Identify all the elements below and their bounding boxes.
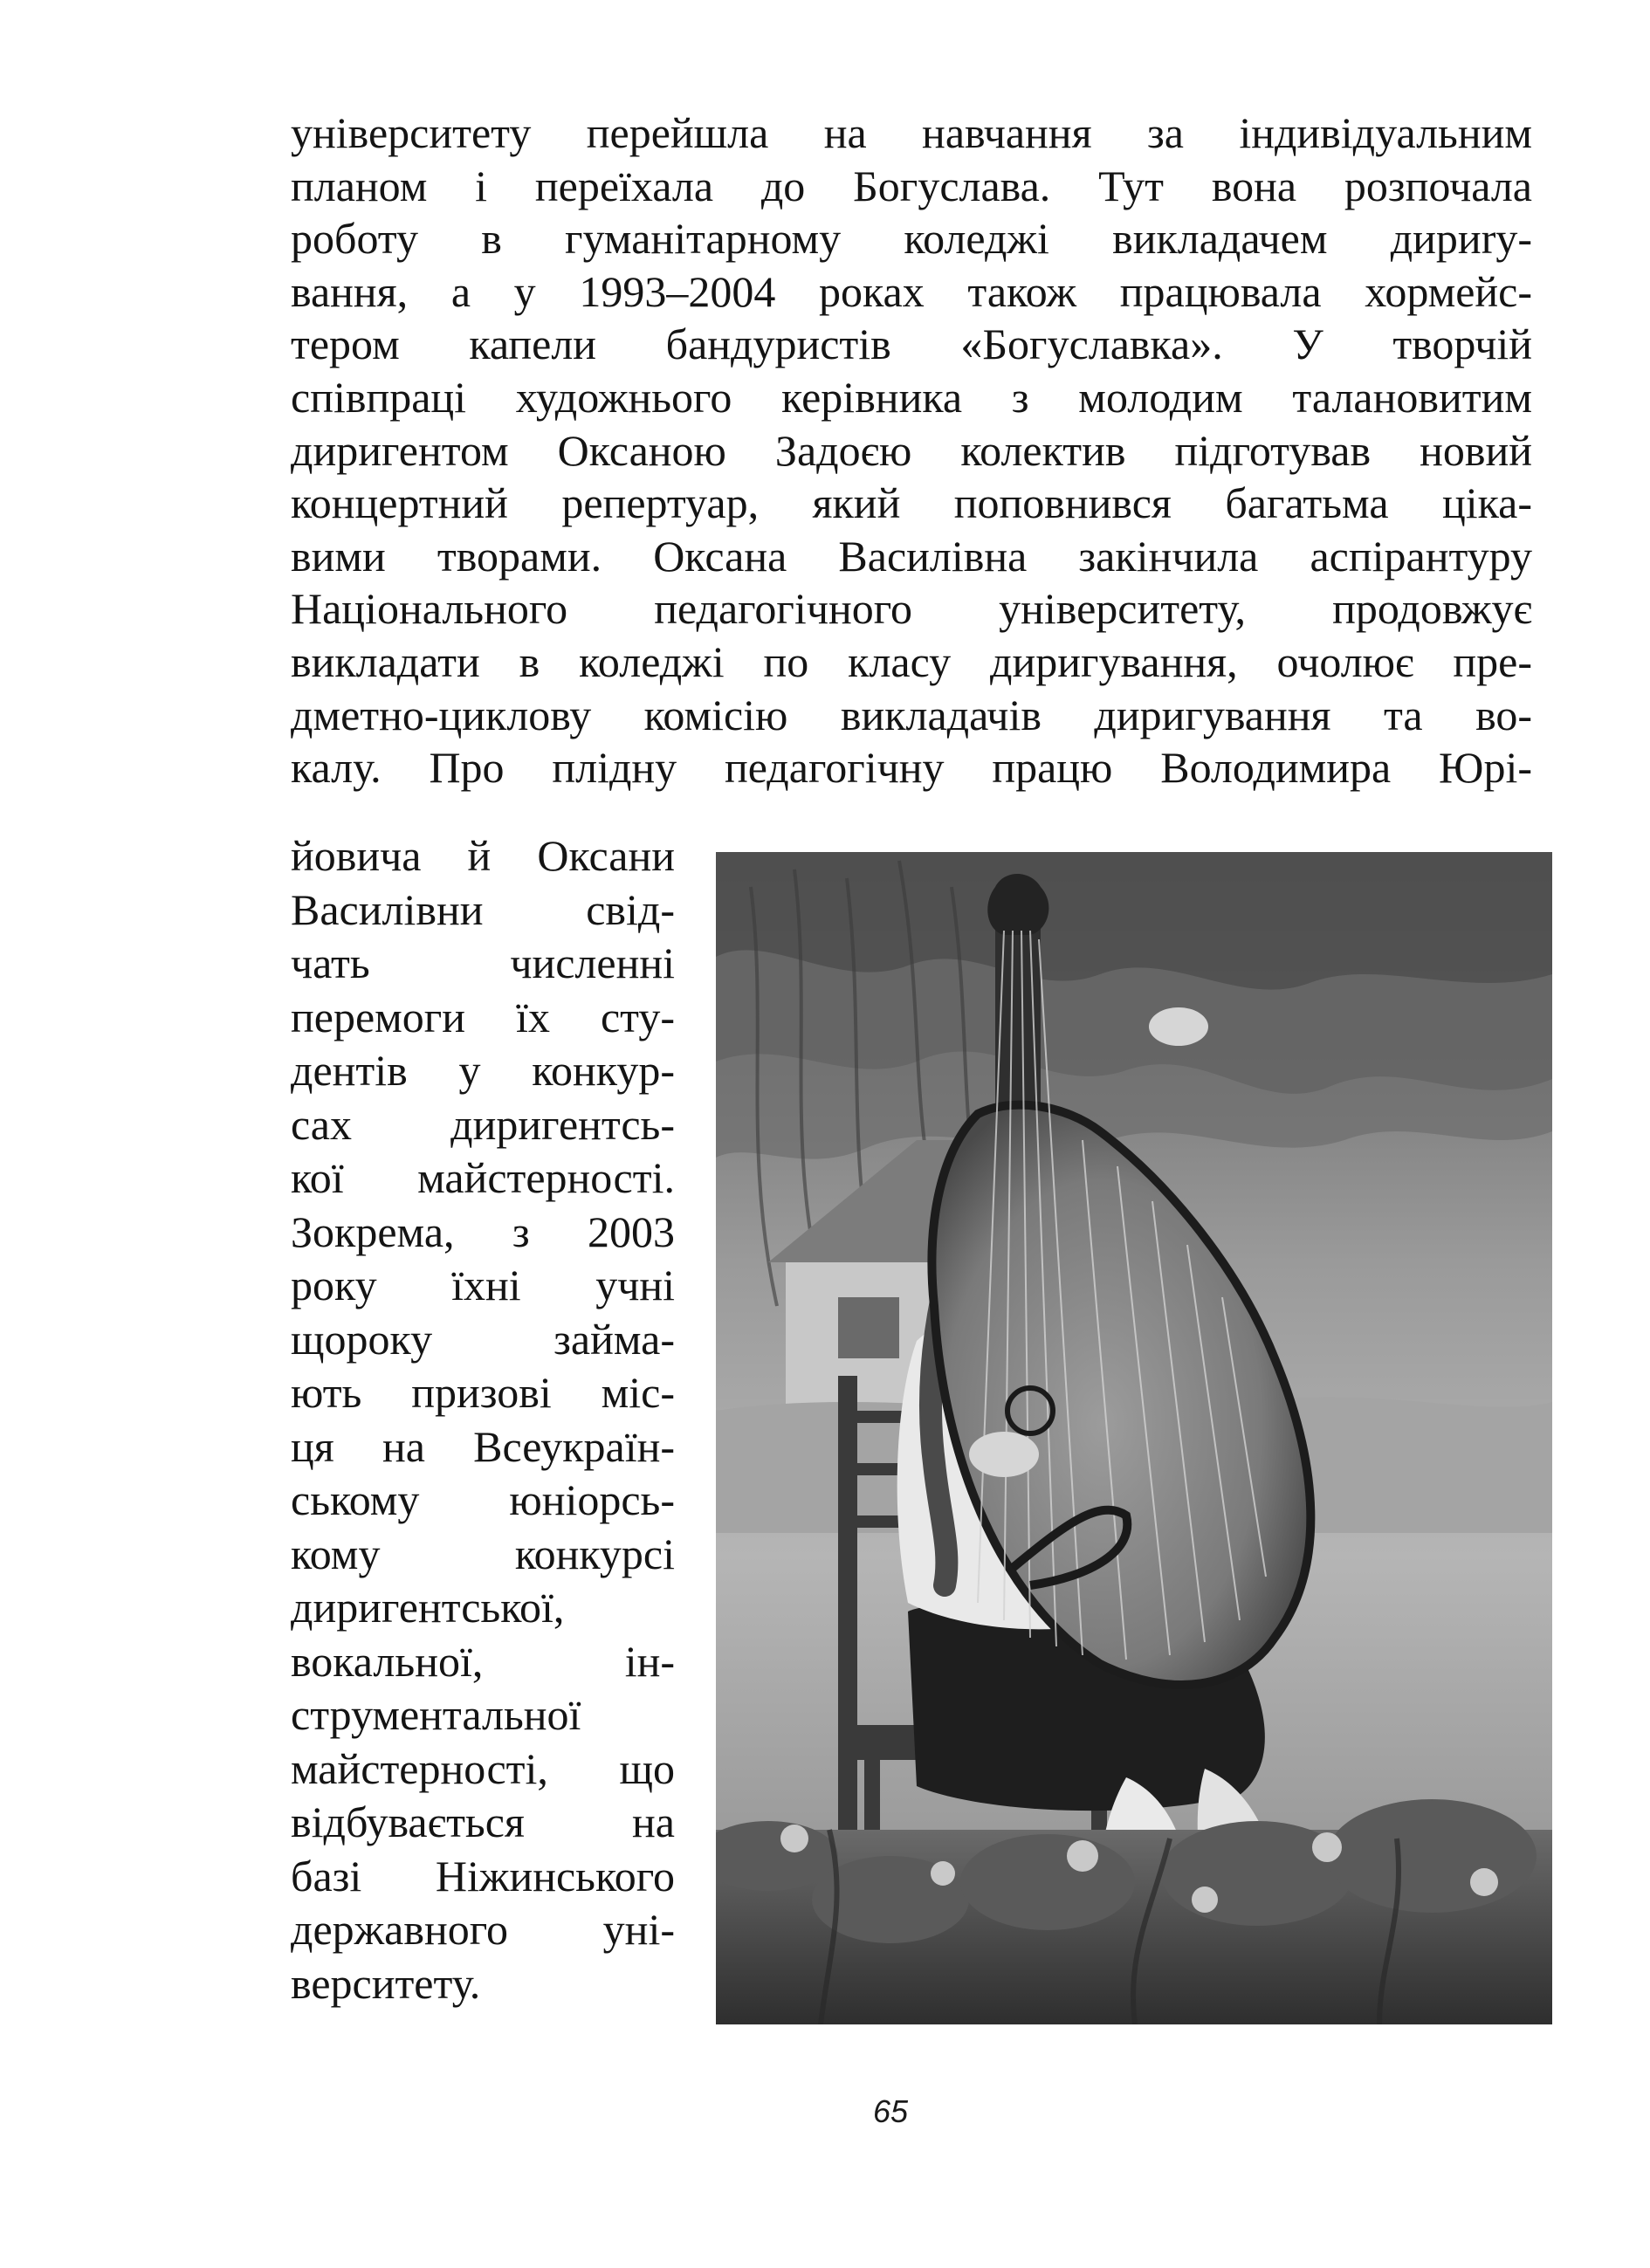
side-text-line: верситету.	[291, 1958, 481, 2008]
side-text-line: диригентської,	[291, 1583, 565, 1632]
text-line: диригентом Оксаною Задоєю колектив підготував новий	[291, 425, 1532, 475]
side-text-line: базі Ніжинського	[291, 1851, 675, 1900]
text-line: концертний репертуар, який поповнився багатьма ціка-	[291, 478, 1532, 528]
side-text-line: чать численні	[291, 938, 675, 987]
text-line: роботу в гуманітарному коледжі викладачем дириrу-	[291, 214, 1532, 264]
side-text-line: ця на Всеукраїн-	[291, 1421, 675, 1471]
text-line: планом і переїхала до Богуслава. Тут вона розпочала	[291, 161, 1532, 210]
page-number: 65	[872, 2093, 909, 2129]
text-line: Національного педагогічного університету, продовжує	[291, 584, 1532, 634]
side-text-line: вокальної, ін-	[291, 1636, 675, 1686]
text-line: дметно-циклову комісію викладачів диригування та во-	[291, 690, 1532, 739]
text-line: тером капели бандуристів «Богуславка». У творчій	[291, 320, 1532, 369]
bandura-player-photo	[716, 852, 1552, 2024]
text-line: викладати в коледжі по класу диригування, очолює пре-	[291, 636, 1532, 686]
text-line: вання, а у 1993–2004 роках також працювала хормейс-	[291, 266, 1532, 316]
text-line: університету перейшла на навчання за індивідуальним	[291, 108, 1532, 157]
side-text-line: дентів у конкур-	[291, 1046, 675, 1095]
side-text-line: року їхні учні	[291, 1261, 675, 1309]
side-column-text	[291, 829, 675, 2010]
text-line: калу. Про плідну педагогічну працю Володимира Юрі-	[291, 743, 1532, 793]
side-text-line: відбувається на	[291, 1797, 675, 1846]
side-text-line: майстерності, що	[291, 1743, 675, 1793]
side-text-line: струментальної	[291, 1690, 581, 1739]
side-text-line: щороку займа-	[291, 1314, 675, 1364]
side-text-line: перемоги їх сту-	[291, 992, 675, 1041]
side-text-line: ському юніорсь-	[291, 1475, 675, 1524]
side-text-line: державного уні-	[291, 1905, 675, 1954]
text-line: співпраці художнього керівника з молодим талановитим	[291, 372, 1532, 422]
top-paragraph	[291, 107, 1532, 794]
side-text-line: сах диригентсь-	[291, 1099, 675, 1149]
side-text-line: ють призові міс-	[291, 1368, 675, 1417]
side-text-line: кому конкурсі	[291, 1529, 675, 1578]
side-text-line: Зокрема, з 2003	[291, 1206, 675, 1256]
side-text-line: йовича й Оксани	[291, 831, 675, 880]
side-text-line: Василівни свід-	[291, 884, 675, 934]
text-line: вими творами. Оксана Василівна закінчила аспірантуру	[291, 531, 1532, 581]
side-text-line: кої майстерності.	[291, 1153, 675, 1202]
